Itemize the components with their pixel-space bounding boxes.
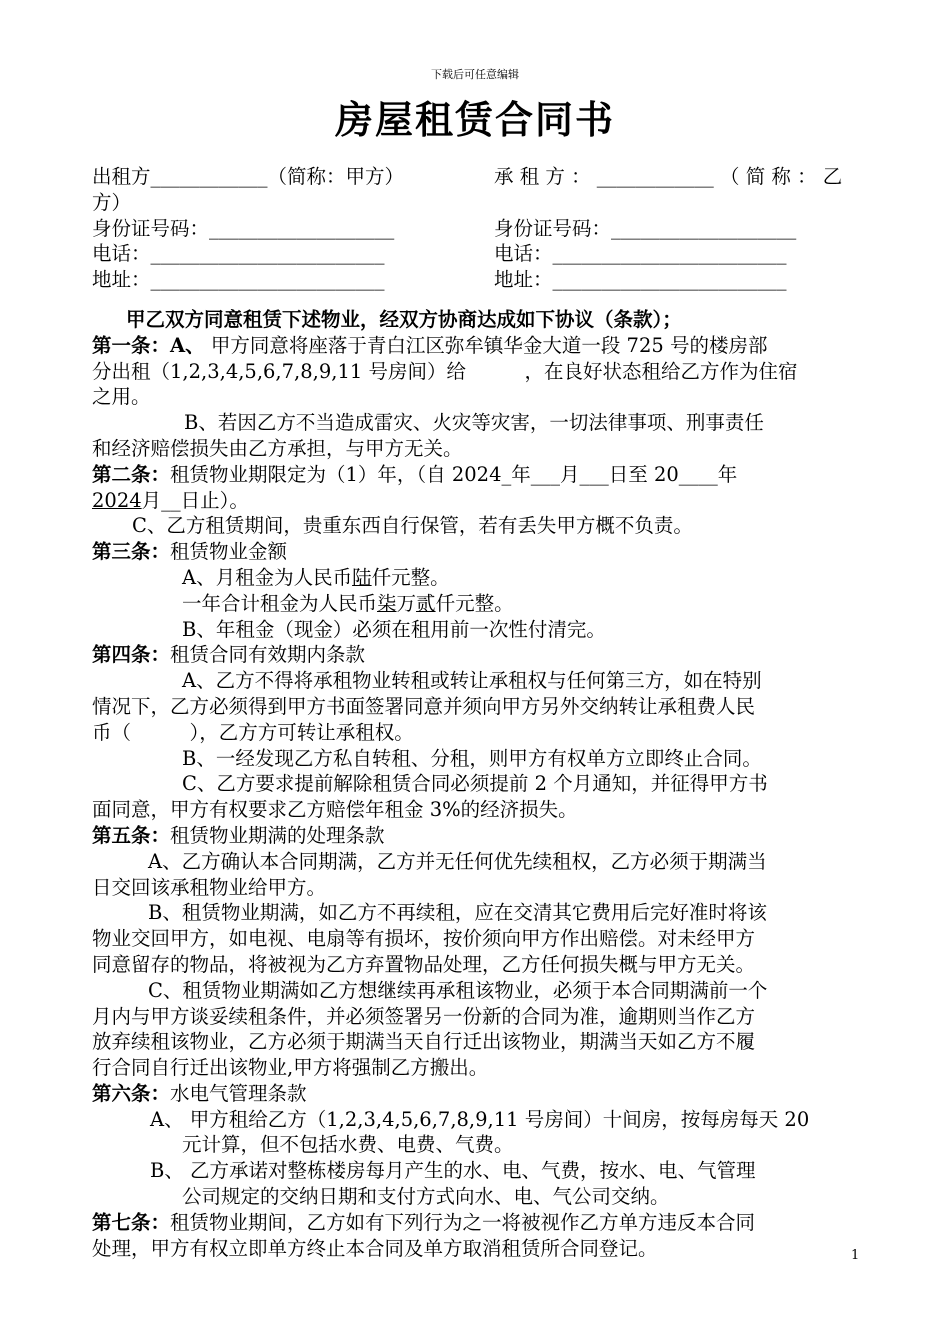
article-1 (92, 333, 858, 359)
article-4-a-line-2: 情况下，乙方必须得到甲方书面签署同意并须向甲方另外交纳转让承租费人民 (92, 694, 756, 718)
article-3-yearly-text: 一年合计租金为人民币 (182, 591, 378, 615)
lessor-phone-line: 电话：________________________ (92, 242, 385, 266)
article-6-b-line-1: B、 乙方承诺对整栋楼房每月产生的水、电、气费，按水、电、气管理 (150, 1159, 756, 1183)
article-5-a-line-1: A、乙方确认本合同期满，乙方并无任何优先续租权，乙方必须于期满当 (148, 849, 767, 873)
page-number: 1 (851, 1248, 860, 1263)
article-1-text: 甲方同意将座落于青白江区弥牟镇华金大道一段 725 号的楼房部 (210, 333, 768, 357)
article-2-line-2-text: 月__日止）。 (141, 488, 249, 512)
lessee-phone-line: 电话：________________________ (494, 242, 787, 266)
article-5-c-line-2: 月内与甲方谈妥续租条件，并必须签署另一份新的合同为准，逾期则当作乙方 (92, 1004, 756, 1028)
article-4-b: B、一经发现乙方私自转租、分租，则甲方有权单方立即终止合同。 (182, 746, 762, 770)
article-6-heading: 第六条： (92, 1081, 171, 1105)
article-1-line-3: 之用。 (92, 385, 151, 409)
party-row-address (92, 267, 858, 293)
article-5-b-line-2: 物业交回甲方，如电视、电扇等有损坏，按价须向甲方作出赔偿。对未经甲方 (92, 927, 756, 951)
article-4-c-line-1: C、乙方要求提前解除租赁合同必须提前 2 个月通知，并征得甲方书 (182, 772, 768, 796)
article-1-b-line-1: B、若因乙方不当造成雷灾、火灾等灾害，一切法律事项、刑事责任 (184, 411, 764, 435)
article-2-year: 2024 (92, 488, 142, 512)
monthly-rent-amount: 陆 (352, 565, 372, 589)
article-3-yearly-suffix: 仟元整。 (435, 591, 514, 615)
article-7-heading: 第七条： (92, 1210, 171, 1234)
article-2-text: 租赁物业期限定为（1）年，（自 2024_年___月___日至 20____年 (170, 462, 738, 486)
yearly-rent-ten-thousands: 柒 (377, 591, 397, 615)
article-4-title: 租赁合同有效期内条款 (170, 643, 366, 667)
article-3-a-suffix: 仟元整。 (371, 565, 450, 589)
article-3-title: 租赁物业金额 (170, 540, 288, 564)
article-6 (92, 1081, 858, 1107)
article-5-b-line-1: B、租赁物业期满，如乙方不再续租，应在交清其它费用后完好准时将该 (148, 901, 767, 925)
party-row-id (92, 216, 858, 242)
document-body (92, 164, 858, 1261)
lessor-address-line: 地址：________________________ (92, 268, 385, 292)
article-5-a-line-2: 日交回该承租物业给甲方。 (92, 875, 327, 899)
article-3 (92, 539, 858, 565)
article-4-a-line-1: A、乙方不得将承租物业转租或转让承租权与任何第三方，如在特别 (182, 669, 762, 693)
article-4-c-line-2: 面同意，甲方有权要求乙方赔偿年租金 3%的经济损失。 (92, 798, 578, 822)
article-1-heading: 第一条： (92, 333, 171, 357)
party-row-names (92, 164, 858, 190)
lessee-line-wrap: 方） (92, 190, 132, 214)
article-5-c-line-4: 行合同自行迁出该物业,甲方将强制乙方搬出。 (92, 1056, 489, 1080)
header-note: 下载后可任意编辑 (431, 68, 519, 81)
article-4 (92, 642, 858, 668)
yearly-rent-thousands: 贰 (416, 591, 436, 615)
article-5-c-line-1: C、租赁物业期满如乙方想继续再承租该物业，必须于本合同期满前一个 (148, 978, 768, 1002)
lessor-id-line: 身份证号码：___________________ (92, 216, 395, 240)
article-3-heading: 第三条： (92, 540, 171, 564)
article-2-c: C、乙方租赁期间，贵重东西自行保管，若有丢失甲方概不负责。 (132, 514, 693, 538)
lessee-id-line: 身份证号码：___________________ (494, 216, 797, 240)
article-3-yearly (92, 591, 858, 617)
article-6-a-line-1: A、 甲方租给乙方（1,2,3,4,5,6,7,8,9,11 号房间）十间房，按每房每天 20 (150, 1107, 810, 1131)
article-3-a (92, 565, 858, 591)
article-6-b-line-2: 公司规定的交纳日期和支付方式向水、电、气公司交纳。 (182, 1185, 670, 1209)
article-7-line-2: 处理，甲方有权立即单方终止本合同及单方取消租赁所合同登记。 (92, 1236, 658, 1260)
article-5 (92, 823, 858, 849)
article-7-text: 租赁物业期间，乙方如有下列行为之一将被视作乙方单方违反本合同 (170, 1210, 756, 1234)
article-2-line-2 (92, 488, 858, 514)
agreement-intro: 甲乙双方同意租赁下述物业，经双方协商达成如下协议（条款）； (126, 307, 682, 331)
article-3-b: B、年租金（现金）必须在租用前一次性付清完。 (182, 617, 606, 641)
article-4-a-line-3: 币（ ），乙方方可转让承租权。 (92, 720, 414, 744)
lessee-line: 承 租 方 ： ____________ （ 简 称 ： 乙 (494, 165, 843, 188)
article-3-yearly-unit: 万 (396, 591, 417, 615)
article-7 (92, 1210, 858, 1236)
lessee-address-line: 地址：________________________ (494, 268, 787, 292)
document-title: 房屋租赁合同书 (334, 97, 615, 142)
article-5-title: 租赁物业期满的处理条款 (170, 823, 385, 847)
article-6-title: 水电气管理条款 (170, 1081, 307, 1105)
article-1-line-2: 分出租（1,2,3,4,5,6,7,8,9,11 号房间）给 ，在良好状态租给乙方作为住宿 (92, 359, 798, 383)
article-5-b-line-3: 同意留存的物品，将被视为乙方弃置物品处理，乙方任何损失概与甲方无关。 (92, 952, 756, 976)
article-5-c-line-3: 放弃续租该物业，乙方必须于期满当天自行迁出该物业，期满当天如乙方不履 (92, 1030, 756, 1054)
article-4-heading: 第四条： (92, 643, 171, 667)
article-1-b-line-2: 和经济赔偿损失由乙方承担，与甲方无关。 (92, 436, 463, 460)
party-row-phone (92, 241, 858, 267)
article-1-sub-a: A、 (170, 333, 205, 357)
article-3-a-text: A、月租金为人民币 (182, 565, 353, 589)
article-2-heading: 第二条： (92, 462, 171, 486)
article-2 (92, 462, 858, 488)
article-5-heading: 第五条： (92, 823, 171, 847)
lessor-line: 出租方____________（简称：甲方） (92, 165, 405, 188)
article-6-a-line-2: 元计算，但不包括水费、电费、气费。 (182, 1133, 514, 1157)
